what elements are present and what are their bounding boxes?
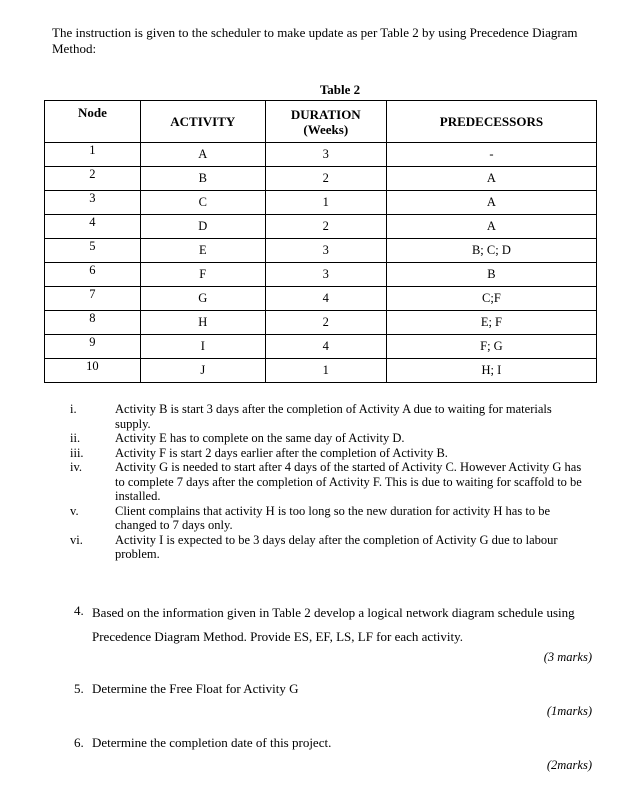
- note-text: Activity I is expected to be 3 days delay after the completion of Activity G due to labour problem.: [115, 532, 558, 561]
- cell-node: 1: [45, 143, 141, 167]
- cell-duration: 3: [265, 143, 386, 167]
- table-row: [45, 263, 597, 287]
- note-text: Activity F is start 2 days earlier after the completion of Activity B.: [115, 445, 448, 460]
- notes-list: [70, 402, 590, 562]
- header-predecessors: PREDECESSORS: [386, 101, 596, 143]
- table-row: [45, 287, 597, 311]
- cell-duration: 1: [265, 191, 386, 215]
- cell-activity: C: [140, 191, 265, 215]
- question-number: 5.: [74, 681, 84, 696]
- schedule-table: [44, 100, 597, 383]
- table-row: [45, 359, 597, 383]
- note-number: iv.: [70, 460, 83, 474]
- note-number: ii.: [70, 431, 81, 445]
- question-6: [74, 733, 594, 753]
- table-row: [45, 215, 597, 239]
- cell-duration: 2: [265, 215, 386, 239]
- cell-activity: B: [140, 167, 265, 191]
- cell-activity: G: [140, 287, 265, 311]
- intro-text: The instruction is given to the scheduler to make update as per Table 2 by using Precedence Diagram Method:: [52, 25, 578, 56]
- cell-node: 3: [45, 191, 141, 215]
- note-number: i.: [70, 402, 77, 416]
- cell-predecessors: E; F: [386, 311, 596, 335]
- table-header-row: [45, 101, 597, 143]
- list-item: [70, 402, 590, 431]
- header-duration: [265, 101, 386, 143]
- cell-duration: 3: [265, 239, 386, 263]
- cell-duration: 2: [265, 311, 386, 335]
- cell-node: 4: [45, 215, 141, 239]
- table-title: Table 2: [319, 82, 361, 97]
- table-row: [45, 239, 597, 263]
- cell-activity: H: [140, 311, 265, 335]
- table-row: [45, 191, 597, 215]
- header-duration-label: DURATION: [290, 106, 361, 122]
- table-row: [45, 311, 597, 335]
- cell-predecessors: B: [386, 263, 596, 287]
- question-text: Based on the information given in Table 2 develop a logical network diagram schedule using Precedence Diagram Method. Provide ES, EF, LS, LF for each activity.: [92, 605, 575, 644]
- question-6-marks: (2marks): [546, 758, 592, 772]
- cell-predecessors: A: [386, 215, 596, 239]
- cell-predecessors: H; I: [386, 359, 596, 383]
- cell-predecessors: -: [386, 143, 596, 167]
- note-number: vi.: [70, 532, 83, 547]
- question-text: Determine the Free Float for Activity G: [92, 681, 299, 696]
- table-row: [45, 335, 597, 359]
- cell-duration: 4: [265, 335, 386, 359]
- list-item: [70, 504, 590, 533]
- table-row: [45, 167, 597, 191]
- cell-duration: 2: [265, 167, 386, 191]
- cell-activity: J: [140, 359, 265, 383]
- list-item: [70, 533, 590, 562]
- cell-activity: D: [140, 215, 265, 239]
- cell-duration: 3: [265, 263, 386, 287]
- list-item: [70, 446, 590, 461]
- cell-node: 5: [45, 239, 141, 263]
- cell-node: 6: [45, 263, 141, 287]
- question-text: Determine the completion date of this project.: [92, 735, 332, 750]
- question-5-marks: (1marks): [546, 704, 592, 718]
- cell-predecessors: C;F: [386, 287, 596, 311]
- cell-node: 8: [45, 311, 141, 335]
- note-text: Client complains that activity H is too long so the new duration for activity H has to be changed to 7 days only.: [115, 503, 550, 532]
- cell-node: 7: [45, 287, 141, 311]
- cell-node: 2: [45, 167, 141, 191]
- cell-predecessors: B; C; D: [386, 239, 596, 263]
- question-4-marks: (3 marks): [543, 650, 592, 664]
- cell-predecessors: F; G: [386, 335, 596, 359]
- note-text: Activity G is needed to start after 4 days of the started of Activity C. However Activity G has to complete 7 days after the completion of Activity F. This is due to waiting for scaffold to be installed.: [115, 460, 582, 503]
- note-number: iii.: [70, 445, 84, 460]
- cell-activity: A: [140, 143, 265, 167]
- note-number: v.: [70, 503, 79, 518]
- question-4: [74, 601, 594, 649]
- cell-activity: F: [140, 263, 265, 287]
- list-item: [70, 460, 590, 504]
- cell-activity: I: [140, 335, 265, 359]
- cell-node: 9: [45, 335, 141, 359]
- header-duration-unit: (Weeks): [303, 121, 349, 137]
- cell-duration: 1: [265, 359, 386, 383]
- list-item: [70, 431, 590, 446]
- header-node: Node: [45, 101, 141, 143]
- cell-predecessors: A: [386, 167, 596, 191]
- cell-node: 10: [45, 359, 141, 383]
- table-row: [45, 143, 597, 167]
- cell-predecessors: A: [386, 191, 596, 215]
- question-5: [74, 679, 594, 699]
- cell-duration: 4: [265, 287, 386, 311]
- question-number: 4.: [74, 603, 84, 618]
- note-text: Activity B is start 3 days after the completion of Activity A due to waiting for materials supply.: [115, 402, 552, 431]
- note-text: Activity E has to complete on the same day of Activity D.: [115, 431, 405, 445]
- cell-activity: E: [140, 239, 265, 263]
- question-number: 6.: [74, 735, 84, 750]
- header-activity: ACTIVITY: [140, 101, 265, 143]
